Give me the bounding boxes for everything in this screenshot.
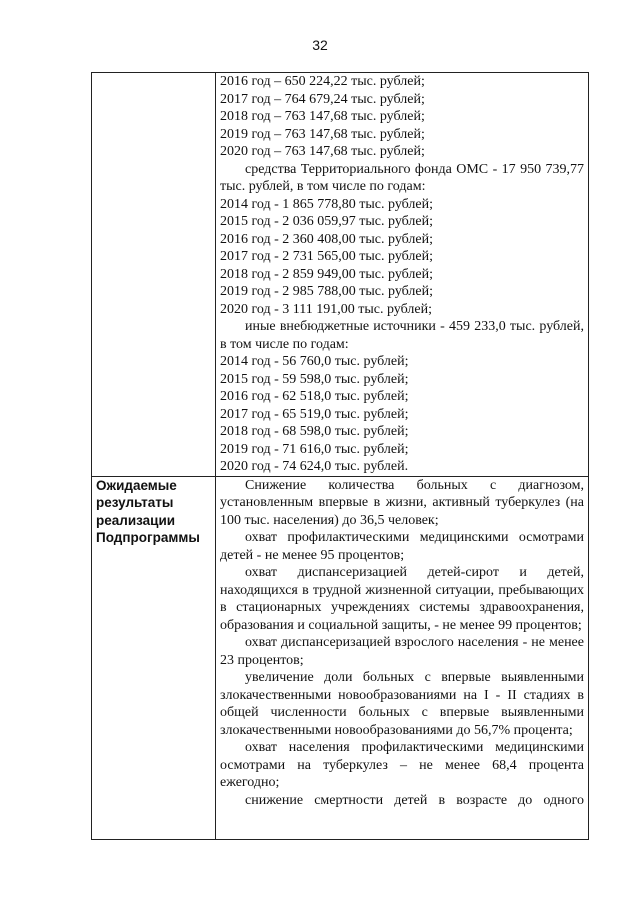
- result-paragraph: охват профилактическими медицинскими осмотрами детей - не менее 95 процентов;: [220, 530, 584, 563]
- funding-line: 2016 год - 62 518,0 тыс. рублей;: [220, 389, 409, 404]
- funding-line: 2017 год – 764 679,24 тыс. рублей;: [220, 91, 425, 107]
- funding-line: 2020 год – 763 147,68 тыс. рублей;: [220, 144, 425, 159]
- funding-line: 2017 год - 2 731 565,00 тыс. рублей;: [220, 249, 434, 264]
- funding-line: 2015 год - 59 598,0 тыс. рублей;: [220, 371, 409, 387]
- result-paragraph: увеличение доли больных с впервые выявленными злокачественными новообразованиями на I - II стадиях в общей численности больных с впервые выявленными злокачественными новообразованиями до 56,7% процента;: [220, 670, 584, 738]
- result-paragraph: снижение смертности детей в возрасте до одного: [245, 792, 584, 808]
- funding-line: 2015 год - 2 036 059,97 тыс. рублей;: [220, 214, 434, 229]
- result-paragraph: охват диспансеризацией детей-сирот и детей, находящихся в трудной жизненной ситуации, пребывающих в стационарных учреждениях системы здравоохранения, образования и социальной защиты, - не менее 99 процентов;: [220, 565, 584, 633]
- funding-line: 2018 год – 763 147,68 тыс. рублей;: [220, 109, 425, 124]
- financing-content-cell: [216, 73, 589, 477]
- financing-row: [92, 73, 589, 477]
- funding-line: 2019 год - 2 985 788,00 тыс. рублей;: [220, 284, 434, 299]
- funding-line: 2014 год - 56 760,0 тыс. рублей;: [220, 354, 409, 369]
- result-paragraph: Снижение количества больных с диагнозом, установленным впервые в жизни, активный туберкулез (на 100 тыс. населения) до 36,5 человек;: [220, 477, 584, 528]
- other-sources-paragraph: иные внебюджетные источники - 459 233,0 тыс. рублей, в том числе по годам:: [220, 319, 584, 352]
- page-number: 32: [312, 37, 328, 53]
- result-paragraph: охват населения профилактическими медицинскими осмотрами на туберкулез – не менее 68,4 процента ежегодно;: [220, 740, 584, 790]
- expected-results-label: Ожидаемые результаты реализации Подпрограммы: [92, 476, 216, 839]
- financing-label-cell: [92, 73, 216, 477]
- oms-fund-paragraph: средства Территориального фонда ОМС - 17 950 739,77 тыс. рублей, в том числе по годам:: [220, 161, 584, 194]
- funding-line: 2018 год - 2 859 949,00 тыс. рублей;: [220, 266, 434, 282]
- funding-line: 2019 год – 763 147,68 тыс. рублей;: [220, 126, 425, 142]
- expected-results-row: [92, 476, 589, 839]
- expected-results-content-cell: [216, 476, 589, 839]
- funding-line: 2020 год - 3 111 191,00 тыс. рублей;: [220, 301, 432, 317]
- subprogram-passport-table: [91, 72, 589, 840]
- funding-line: 2017 год - 65 519,0 тыс. рублей;: [220, 406, 409, 422]
- funding-line: 2019 год - 71 616,0 тыс. рублей;: [220, 441, 409, 457]
- funding-line: 2016 год – 650 224,22 тыс. рублей;: [220, 74, 425, 89]
- funding-line: 2020 год - 74 624,0 тыс. рублей.: [220, 459, 409, 474]
- funding-line: 2016 год - 2 360 408,00 тыс. рублей;: [220, 231, 434, 247]
- funding-line: 2014 год - 1 865 778,80 тыс. рублей;: [220, 196, 434, 212]
- result-paragraph: охват диспансеризацией взрослого населения - не менее 23 процентов;: [220, 635, 584, 668]
- funding-line: 2018 год - 68 598,0 тыс. рублей;: [220, 424, 409, 439]
